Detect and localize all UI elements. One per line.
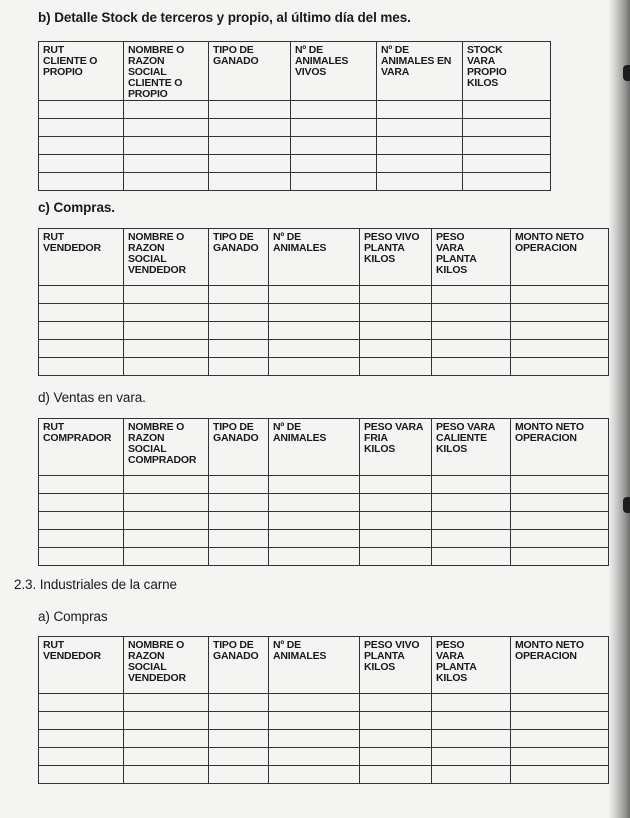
table-cell[interactable] [269, 304, 360, 322]
column-header: NOMBRE O RAZON SOCIAL CLIENTE O PROPIO [124, 42, 209, 101]
table-cell[interactable] [124, 548, 209, 566]
table-cell[interactable] [209, 358, 269, 376]
table-cell[interactable] [291, 137, 377, 155]
table-cell[interactable] [39, 119, 124, 137]
table-cell[interactable] [39, 512, 124, 530]
table-cell[interactable] [269, 530, 360, 548]
table-cell[interactable] [360, 548, 432, 566]
table-cell[interactable] [39, 694, 124, 712]
table-row [39, 322, 609, 340]
table-cell[interactable] [511, 358, 609, 376]
table-cell[interactable] [360, 748, 432, 766]
page-edge [608, 0, 630, 818]
binder-hole-top [623, 65, 630, 81]
table-cell[interactable] [511, 730, 609, 748]
table-cell[interactable] [39, 173, 124, 191]
table-cell[interactable] [269, 512, 360, 530]
column-header: RUT COMPRADOR [39, 419, 124, 476]
table-row [39, 173, 551, 191]
table-row [39, 530, 609, 548]
table-cell[interactable] [269, 322, 360, 340]
column-header: PESO VARA CALIENTE KILOS [432, 419, 511, 476]
table-cell[interactable] [39, 730, 124, 748]
table-cell[interactable] [209, 730, 269, 748]
table-cell[interactable] [209, 766, 269, 784]
table-cell[interactable] [463, 101, 551, 119]
table-cell[interactable] [124, 748, 209, 766]
table-cell[interactable] [432, 730, 511, 748]
table-row [39, 476, 609, 494]
table-cell[interactable] [432, 748, 511, 766]
column-header: STOCK VARA PROPIO KILOS [463, 42, 551, 101]
table-cell[interactable] [360, 494, 432, 512]
table-cell[interactable] [463, 155, 551, 173]
column-header: RUT VENDEDOR [39, 229, 124, 286]
table-cell[interactable] [269, 476, 360, 494]
table-cell[interactable] [360, 694, 432, 712]
table-cell[interactable] [124, 155, 209, 173]
table-cell[interactable] [269, 748, 360, 766]
table-cell[interactable] [269, 494, 360, 512]
binder-hole-bottom [623, 497, 630, 513]
table-cell[interactable] [39, 286, 124, 304]
table-cell[interactable] [511, 476, 609, 494]
table-cell[interactable] [124, 286, 209, 304]
table-row [39, 340, 609, 358]
table-cell[interactable] [360, 530, 432, 548]
table-cell[interactable] [124, 304, 209, 322]
column-header: Nº DE ANIMALES [269, 229, 360, 286]
table-cell[interactable] [432, 476, 511, 494]
table-cell[interactable] [432, 322, 511, 340]
table-cell[interactable] [39, 476, 124, 494]
table-cell[interactable] [360, 322, 432, 340]
table-cell[interactable] [511, 548, 609, 566]
table-cell[interactable] [124, 322, 209, 340]
column-header: TIPO DE GANADO [209, 42, 291, 101]
table-cell[interactable] [39, 712, 124, 730]
table-cell[interactable] [209, 748, 269, 766]
column-header: RUT CLIENTE O PROPIO [39, 42, 124, 101]
heading-industriales: 2.3. Industriales de la carne [14, 577, 177, 592]
table-cell[interactable] [124, 530, 209, 548]
table-row [39, 512, 609, 530]
table-cell[interactable] [360, 512, 432, 530]
table-cell[interactable] [463, 173, 551, 191]
table-cell[interactable] [511, 304, 609, 322]
table-cell[interactable] [124, 494, 209, 512]
column-header: Nº DE ANIMALES [269, 419, 360, 476]
table-cell[interactable] [432, 512, 511, 530]
table-cell[interactable] [511, 340, 609, 358]
table-cell[interactable] [432, 340, 511, 358]
header-row [39, 637, 609, 694]
table-row [39, 137, 551, 155]
table-cell[interactable] [511, 766, 609, 784]
table-cell[interactable] [124, 119, 209, 137]
table-cell[interactable] [39, 358, 124, 376]
table-cell[interactable] [124, 358, 209, 376]
table-cell[interactable] [432, 530, 511, 548]
column-header: TIPO DE GANADO [209, 229, 269, 286]
column-header: MONTO NETO OPERACION [511, 419, 609, 476]
table-cell[interactable] [124, 730, 209, 748]
table-cell[interactable] [377, 119, 463, 137]
table-row [39, 119, 551, 137]
table-cell[interactable] [39, 530, 124, 548]
table-cell[interactable] [432, 766, 511, 784]
table-row [39, 730, 609, 748]
column-header: NOMBRE O RAZON SOCIAL VENDEDOR [124, 637, 209, 694]
table-cell[interactable] [209, 119, 291, 137]
table-cell[interactable] [511, 712, 609, 730]
table-cell[interactable] [124, 512, 209, 530]
table-cell[interactable] [39, 322, 124, 340]
table-cell[interactable] [269, 730, 360, 748]
table-cell[interactable] [269, 766, 360, 784]
table-cell[interactable] [360, 286, 432, 304]
table-compras-industriales [38, 636, 609, 784]
table-cell[interactable] [360, 340, 432, 358]
table-cell[interactable] [39, 155, 124, 173]
header-row [39, 229, 609, 286]
table-cell[interactable] [124, 137, 209, 155]
table-cell[interactable] [209, 173, 291, 191]
table-cell[interactable] [432, 694, 511, 712]
table-cell[interactable] [511, 322, 609, 340]
table-compras [38, 228, 609, 376]
table-cell[interactable] [209, 304, 269, 322]
header-row [39, 42, 551, 101]
column-header: MONTO NETO OPERACION [511, 637, 609, 694]
table-cell[interactable] [269, 712, 360, 730]
table-cell[interactable] [209, 512, 269, 530]
table-row [39, 155, 551, 173]
table-cell[interactable] [360, 712, 432, 730]
heading-compras: c) Compras. [38, 200, 115, 215]
column-header: NOMBRE O RAZON SOCIAL VENDEDOR [124, 229, 209, 286]
header-row [39, 419, 609, 476]
table-cell[interactable] [269, 694, 360, 712]
heading-ventas: d) Ventas en vara. [38, 390, 146, 405]
table-cell[interactable] [269, 548, 360, 566]
table-cell[interactable] [360, 730, 432, 748]
table-row [39, 358, 609, 376]
table-cell[interactable] [511, 748, 609, 766]
table-row [39, 101, 551, 119]
table-cell[interactable] [360, 476, 432, 494]
column-header: PESO VARA PLANTA KILOS [432, 637, 511, 694]
table-cell[interactable] [463, 119, 551, 137]
table-cell[interactable] [209, 286, 269, 304]
table-cell[interactable] [209, 694, 269, 712]
table-cell[interactable] [360, 766, 432, 784]
table-cell[interactable] [209, 340, 269, 358]
table-cell[interactable] [360, 358, 432, 376]
table-cell[interactable] [39, 748, 124, 766]
table-cell[interactable] [432, 712, 511, 730]
heading-stock: b) Detalle Stock de terceros y propio, al último día del mes. [38, 10, 411, 25]
table-cell[interactable] [209, 137, 291, 155]
table-cell[interactable] [432, 548, 511, 566]
table-cell[interactable] [377, 155, 463, 173]
table-cell[interactable] [511, 694, 609, 712]
table-cell[interactable] [360, 304, 432, 322]
table-cell[interactable] [511, 530, 609, 548]
table-cell[interactable] [39, 304, 124, 322]
table-row [39, 766, 609, 784]
table-cell[interactable] [39, 340, 124, 358]
column-header: Nº DE ANIMALES VIVOS [291, 42, 377, 101]
column-header: TIPO DE GANADO [209, 637, 269, 694]
table-row [39, 548, 609, 566]
table-row [39, 748, 609, 766]
table-cell[interactable] [124, 476, 209, 494]
table-cell[interactable] [39, 548, 124, 566]
column-header: Nº DE ANIMALES [269, 637, 360, 694]
table-cell[interactable] [291, 119, 377, 137]
table-cell[interactable] [209, 155, 291, 173]
table-row [39, 304, 609, 322]
table-cell[interactable] [291, 155, 377, 173]
column-header: Nº DE ANIMALES EN VARA [377, 42, 463, 101]
table-cell[interactable] [209, 712, 269, 730]
table-cell[interactable] [463, 137, 551, 155]
table-row [39, 494, 609, 512]
table-row [39, 694, 609, 712]
column-header: MONTO NETO OPERACION [511, 229, 609, 286]
table-row [39, 712, 609, 730]
table-cell[interactable] [377, 173, 463, 191]
table-cell[interactable] [124, 766, 209, 784]
table-cell[interactable] [432, 304, 511, 322]
column-header: TIPO DE GANADO [209, 419, 269, 476]
table-cell[interactable] [377, 101, 463, 119]
table-cell[interactable] [124, 694, 209, 712]
table-cell[interactable] [511, 286, 609, 304]
table-cell[interactable] [124, 340, 209, 358]
table-cell[interactable] [39, 137, 124, 155]
table-cell[interactable] [511, 512, 609, 530]
column-header: PESO VARA PLANTA KILOS [432, 229, 511, 286]
table-cell[interactable] [291, 173, 377, 191]
table-ventas [38, 418, 609, 566]
table-cell[interactable] [124, 712, 209, 730]
column-header: PESO VARA FRIA KILOS [360, 419, 432, 476]
table-cell[interactable] [209, 530, 269, 548]
table-cell[interactable] [209, 476, 269, 494]
column-header: RUT VENDEDOR [39, 637, 124, 694]
table-row [39, 286, 609, 304]
table-cell[interactable] [269, 358, 360, 376]
table-cell[interactable] [209, 322, 269, 340]
table-cell[interactable] [432, 286, 511, 304]
table-cell[interactable] [209, 548, 269, 566]
column-header: NOMBRE O RAZON SOCIAL COMPRADOR [124, 419, 209, 476]
table-cell[interactable] [124, 101, 209, 119]
table-cell[interactable] [39, 494, 124, 512]
table-cell[interactable] [377, 137, 463, 155]
table-cell[interactable] [209, 101, 291, 119]
table-cell[interactable] [124, 173, 209, 191]
column-header: PESO VIVO PLANTA KILOS [360, 229, 432, 286]
column-header: PESO VIVO PLANTA KILOS [360, 637, 432, 694]
table-cell[interactable] [432, 358, 511, 376]
table-cell[interactable] [269, 340, 360, 358]
table-cell[interactable] [39, 766, 124, 784]
table-cell[interactable] [291, 101, 377, 119]
table-cell[interactable] [511, 494, 609, 512]
table-cell[interactable] [269, 286, 360, 304]
table-cell[interactable] [39, 101, 124, 119]
table-cell[interactable] [209, 494, 269, 512]
table-stock [38, 41, 551, 191]
table-cell[interactable] [432, 494, 511, 512]
heading-compras-industriales: a) Compras [38, 609, 108, 624]
